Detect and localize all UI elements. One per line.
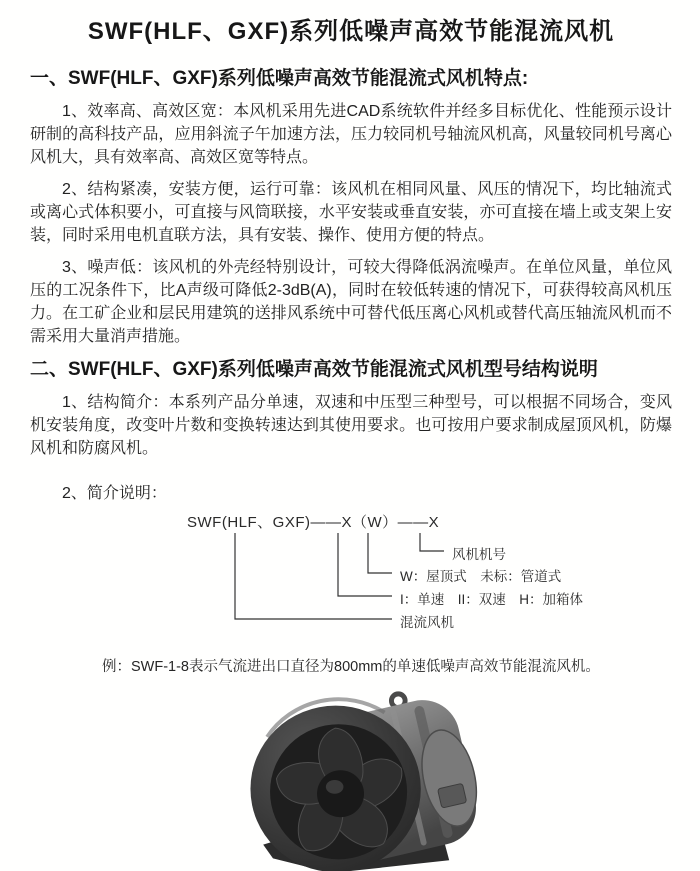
section2-paragraph-1: 1、结构简介：本系列产品分单速，双速和中压型三种型号，可以根据不同场合，变风机安装角度，改变叶片数和变换转速达到其使用要求。也可按用户要求制成屋顶风机，防爆风机和防腐风机。: [30, 394, 672, 457]
section1-paragraph-2: 2、结构紧凑，安装方便，运行可靠：该风机在相同风量、风压的情况下，均比轴流式或离心式体积要小，可直接与风筒联接，水平安装或垂直安装，亦可直接在墙上或支架上安装，同时采用电机直联方法，具有安装、操作、使用方便的特点。: [30, 181, 672, 244]
fan-hub: [317, 770, 364, 817]
diagram-label-roof-or-duct: W：屋顶式 未标：管道式: [400, 569, 562, 584]
section2-heading: 二、SWF(HLF、GXF)系列低噪声高效节能混流式风机型号结构说明: [30, 359, 598, 380]
model-designation-diagram: [30, 511, 672, 643]
diagram-label-fan-size: 风机机号: [452, 547, 506, 562]
diagram-label-speed-type: I：单速 II：双速 H：加箱体: [400, 592, 584, 607]
section1-paragraph-1: 1、效率高、高效区宽：本风机采用先进CAD系统软件并经多目标优化、性能预示设计研制的高科技产品，应用斜流子午加速方法，压力较同机号轴流风机高，风量较同机号离心风机大，具有效率高、高效区宽等特点。: [30, 103, 672, 166]
example-note: 例：SWF-1-8表示气流进出口直径为800mm的单速低噪声高效节能混流风机。: [102, 659, 600, 675]
diagram-label-fan-type: 混流风机: [400, 615, 454, 630]
fan-product-photo: [235, 688, 495, 871]
intro-label: 2、简介说明：: [62, 485, 167, 502]
mixed-flow-fan-illustration: [235, 688, 495, 871]
document-title: SWF(HLF、GXF)系列低噪声高效节能混流风机: [87, 18, 615, 45]
section1-heading: 一、SWF(HLF、GXF)系列低噪声高效节能混流式风机特点:: [30, 68, 529, 89]
section1-paragraph-3: 3、噪声低：该风机的外壳经特别设计，可较大得降低涡流噪声。在单位风量，单位风压的工况条件下，比A声级可降低2-3dB(A)，同时在较低转速的情况下，可获得较高风机压力。在工矿企业和层民用建筑的送排风系统中可替代低压离心风机或替代高压轴流风机而不需采用大量消声措施。: [30, 259, 672, 345]
diagram-formula: SWF(HLF、GXF)——X（W）——X: [187, 514, 440, 531]
